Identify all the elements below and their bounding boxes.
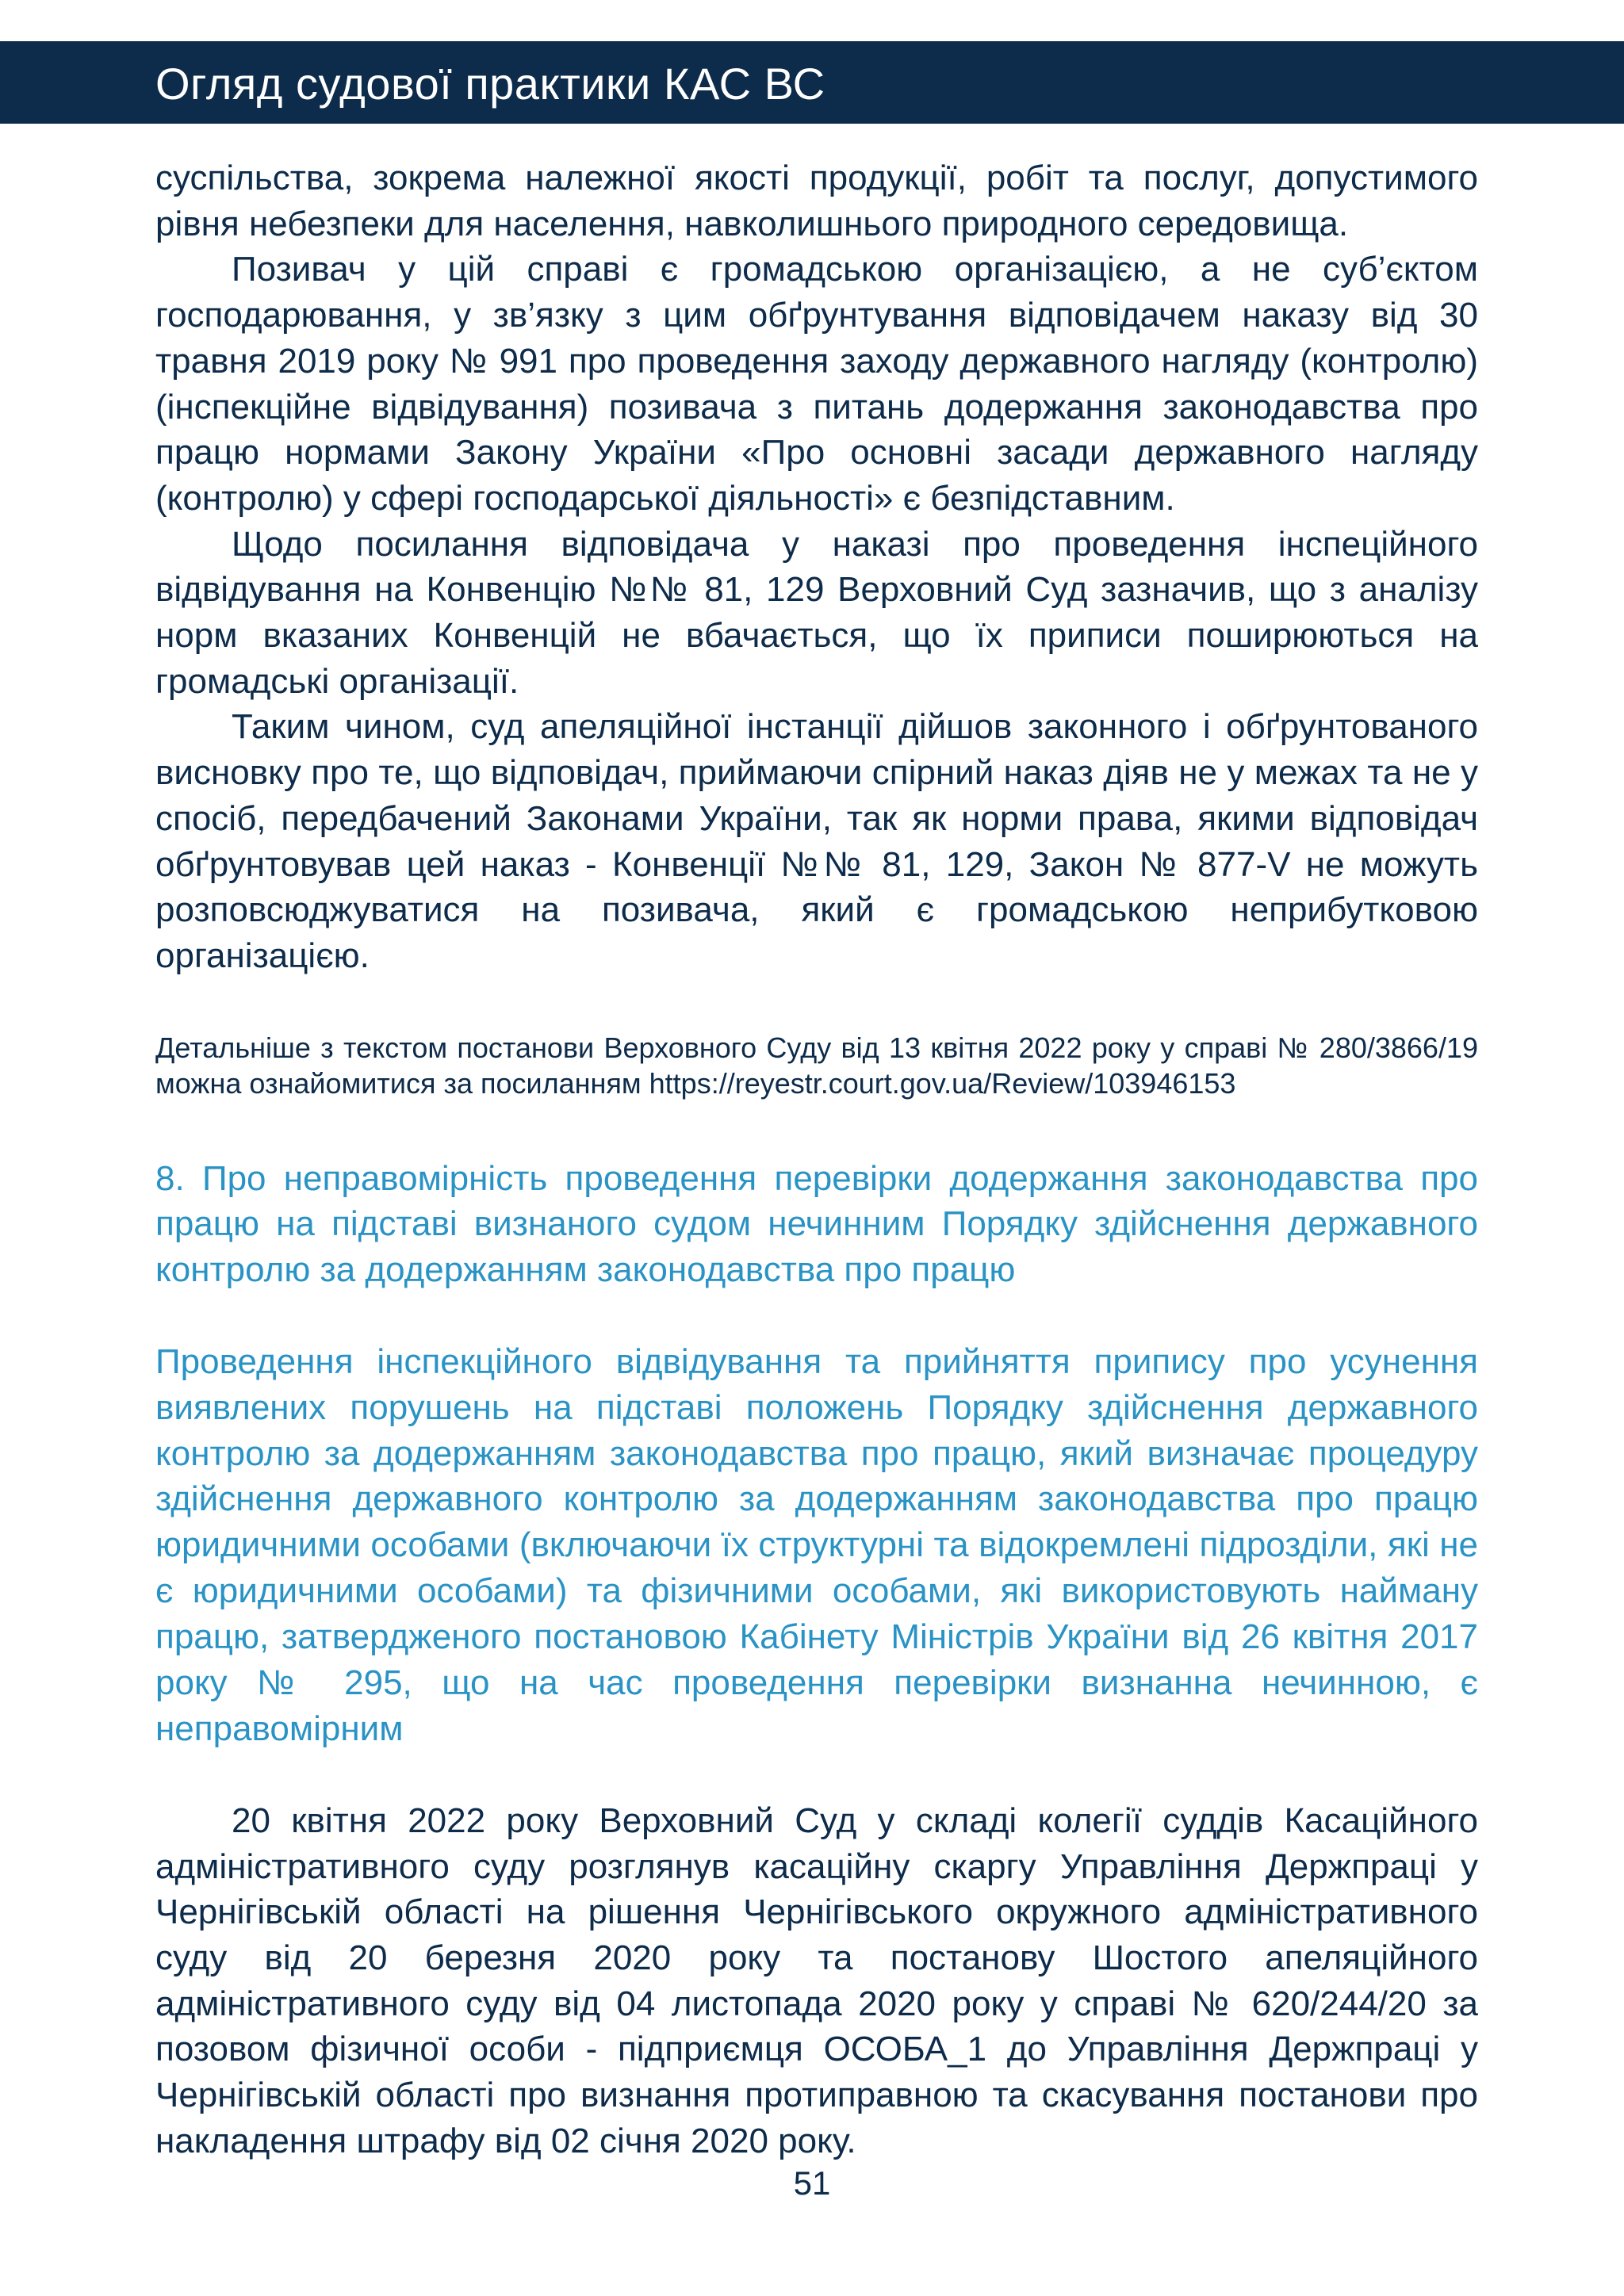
paragraph-conclusion: Таким чином, суд апеляційної інстанції дійшов законного і обґрунтованого висновку про те, що відповідач, приймаючи спірний наказ діяв не у межах та не у спосіб, передбачений Законами України, так як норми права, якими відповідач обґрунтовував цей наказ - Конвенції №№ 81, 129, Закон № 877-V не можуть розповсюджуватися на позивача, який є громадською неприбутковою організацією. bbox=[155, 707, 1478, 975]
paragraph-continuation: суспільства, зокрема належної якості продукції, робіт та послуг, допустимого рівня небезпеки для населення, навколишнього природного середовища. bbox=[155, 159, 1478, 243]
paragraph-conventions: Щодо посилання відповідача у наказі про проведення інспеційного відвідування на Конвенцію №№ 81, 129 Верховний Суд зазначив, що з аналізу норм вказаних Конвенцій не вбачається, що їх приписи поширюються на громадські організації. bbox=[155, 524, 1478, 701]
section-summary: Проведення інспекційного відвідування та прийняття припису про усунення виявлених порушень на підставі положень Порядку здійснення державного контролю за додержанням законодавства про працю, який визначає процедуру здійснення державного контролю за додержанням законодавства про працю юридичними особами (включаючи їх структурні та відокремлені підрозділи, які не є юридичними особами) та фізичними особами, які використовують найману працю, затвердженого постановою Кабінету Міністрів України від 26 квітня 2017 року № 295, що на час проведення перевірки визнанна нечинною, є неправомірним bbox=[155, 1341, 1478, 1749]
page-header bbox=[0, 41, 1624, 124]
page-content bbox=[155, 155, 1478, 2164]
header-title: Огляд судової практики КАС ВС bbox=[155, 59, 825, 109]
decision-reference: Детальніше з текстом постанови Верховного Суду від 13 квітня 2022 року у справі № 280/3866/19 можна ознайомитися за посиланням https://reyestr.court.gov.ua/Review/103946153 bbox=[155, 1031, 1478, 1100]
paragraph-plaintiff: Позивач у цій справі є громадською організацією, а не суб’єктом господарювання, у зв’язку з цим обґрунтування відповідачем наказу від 30 травня 2019 року № 991 про проведення заходу державного нагляду (контролю) (інспекційне відвідування) позивача з питань додержання законодавства про працю нормами Закону України «Про основні засади державного нагляду (контролю) у сфері господарської діяльності» є безпідставним. bbox=[155, 250, 1478, 518]
section-body: 20 квітня 2022 року Верховний Суд у складі колегії суддів Касаційного адміністративного суду розглянув касаційну скаргу Управління Держпраці у Чернігівській області на рішення Чернігівського окружного адміністративного суду від 20 березня 2020 року та постанову Шостого апеляційного адміністративного суду від 04 листопада 2020 року у справі № 620/244/20 за позовом фізичної особи - підприємця ОСОБА_1 до Управління Держпраці у Чернігівській області про визнання протиправною та скасування постанови про накладення штрафу від 02 січня 2020 року. bbox=[155, 1800, 1478, 2160]
page-number: 51 bbox=[793, 2164, 831, 2202]
section-heading: 8. Про неправомірність проведення перевірки додержання законодавства про працю на підставі визнаного судом нечинним Порядку здійснення державного контролю за додержанням законодавства про працю bbox=[155, 1158, 1478, 1290]
